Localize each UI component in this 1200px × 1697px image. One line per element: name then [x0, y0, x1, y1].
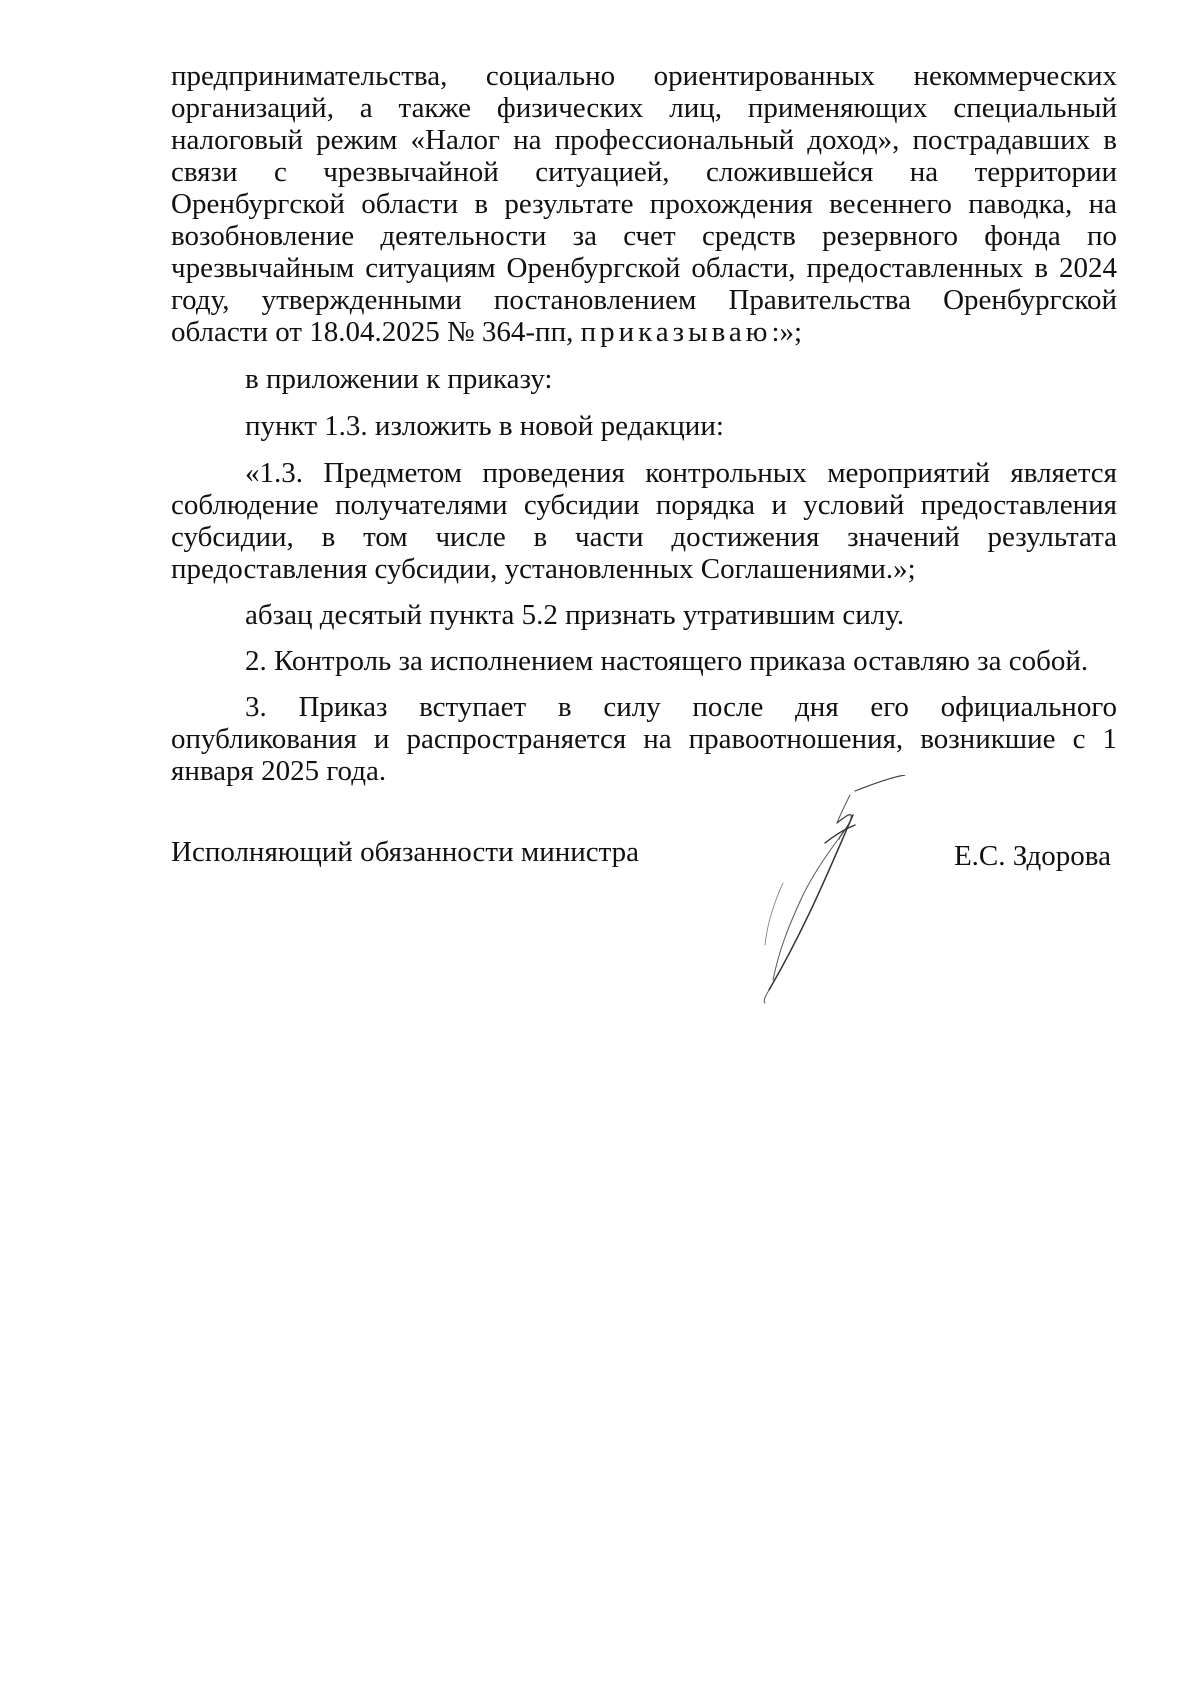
text-line: предпринимательства, социально ориентированных некоммерческих: [171, 60, 1117, 92]
order-word: приказываю: [580, 316, 772, 348]
paragraph-item-1-3: пункт 1.3. изложить в новой редакции:: [245, 410, 724, 442]
paragraph-control: 2. Контроль за исполнением настоящего приказа оставляю за собой.: [245, 645, 1089, 677]
paragraph-new-wording: [171, 457, 1117, 585]
text-line: организаций, а также физических лиц, применяющих специальный: [171, 92, 1117, 124]
handwritten-signature: [755, 775, 925, 1005]
text-fragment: области от 18.04.2025 № 364-пп,: [171, 316, 581, 348]
text-fragment: :»;: [771, 316, 803, 348]
signatory-name: Е.С. Здорова: [953, 840, 1111, 872]
document-body: [171, 60, 1117, 787]
text-line: 3. Приказ вступает в силу после дня его официального: [245, 691, 1117, 723]
text-line: субсидии, в том числе в части достижения значений результата: [171, 521, 1117, 553]
text-line: году, утвержденными постановлением Правительства Оренбургской: [171, 284, 1117, 316]
signatory-position: Исполняющий обязанности министра: [171, 836, 640, 868]
paragraph-item-5-2: абзац десятый пункта 5.2 признать утратившим силу.: [245, 599, 905, 631]
paragraph-appendix: в приложении к приказу:: [245, 363, 553, 395]
text-line-last: предоставления субсидии, установленных Соглашениями.»;: [171, 553, 916, 585]
text-line: налоговый режим «Налог на профессиональный доход», пострадавших в: [171, 124, 1117, 156]
paragraph-effective-date: [171, 691, 1117, 787]
text-line: связи с чрезвычайной ситуацией, сложившейся на территории: [171, 156, 1117, 188]
signature-block: [171, 836, 1117, 876]
text-line-last: января 2025 года.: [171, 755, 387, 787]
text-line: чрезвычайным ситуациям Оренбургской области, предоставленных в 2024: [171, 252, 1117, 284]
text-line: Оренбургской области в результате прохождения весеннего паводка, на: [171, 188, 1117, 220]
text-line: «1.3. Предметом проведения контрольных мероприятий является: [245, 457, 1117, 489]
text-line: возобновление деятельности за счет средств резервного фонда по: [171, 220, 1117, 252]
paragraph-preamble: [171, 60, 1117, 348]
text-line: соблюдение получателями субсидии порядка и условий предоставления: [171, 489, 1117, 521]
text-line: опубликования и распространяется на правоотношения, возникшие с 1: [171, 723, 1117, 755]
text-line-last: [171, 316, 1117, 348]
